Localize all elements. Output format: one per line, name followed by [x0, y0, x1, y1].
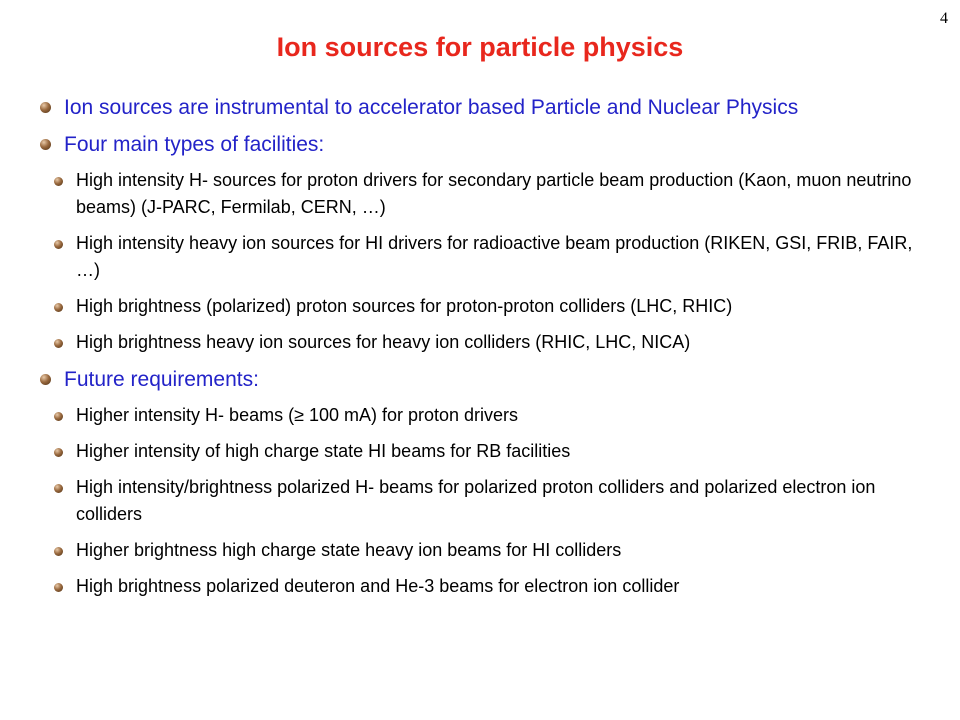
bullet-item-facilities	[38, 130, 918, 159]
sub-bullet-text: High intensity H- sources for proton drivers for secondary particle beam production (Kaon, muon neutrino beams) (J-PARC, Fermilab, CERN, …)	[76, 170, 912, 217]
sub-bullet-item	[50, 438, 918, 465]
bronze-sphere-bullet-icon	[54, 339, 63, 348]
bronze-sphere-bullet-icon	[54, 484, 63, 493]
sub-bullet-item	[50, 167, 918, 221]
sub-bullet-text: High brightness (polarized) proton sources for proton-proton colliders (LHC, RHIC)	[76, 296, 733, 316]
sub-bullet-text: Higher brightness high charge state heavy ion beams for HI colliders	[76, 540, 622, 560]
page-number: 4	[940, 10, 948, 27]
sub-bullet-item	[50, 402, 918, 429]
bronze-sphere-bullet-icon	[54, 303, 63, 312]
slide-title: Ion sources for particle physics	[276, 32, 684, 62]
bronze-sphere-bullet-icon	[54, 240, 63, 249]
sub-bullet-item	[50, 293, 918, 320]
bronze-sphere-bullet-icon	[54, 177, 63, 186]
sub-bullet-text: High brightness polarized deuteron and He-3 beams for electron ion collider	[76, 576, 680, 596]
sub-bullet-item	[50, 474, 918, 528]
bronze-sphere-bullet-icon	[54, 448, 63, 457]
bronze-sphere-bullet-icon	[40, 139, 51, 150]
sub-bullet-item	[50, 329, 918, 356]
sub-bullet-text: High intensity/brightness polarized H- beams for polarized proton colliders and polarized electron ion colliders	[76, 477, 876, 524]
bullet-list	[38, 93, 918, 609]
bullet-text: Future requirements:	[64, 368, 259, 391]
sub-bullet-text: High intensity heavy ion sources for HI drivers for radioactive beam production (RIKEN, GSI, FRIB, FAIR, …)	[76, 233, 913, 280]
sub-bullet-text: Higher intensity of high charge state HI beams for RB facilities	[76, 441, 571, 461]
bullet-item-future	[38, 365, 918, 394]
bronze-sphere-bullet-icon	[54, 547, 63, 556]
bullet-item-instrumental	[38, 93, 918, 122]
bronze-sphere-bullet-icon	[40, 374, 51, 385]
sub-bullet-text: Higher intensity H- beams (≥ 100 mA) for proton drivers	[76, 405, 519, 425]
sub-bullet-text: High brightness heavy ion sources for heavy ion colliders (RHIC, LHC, NICA)	[76, 332, 691, 352]
bullet-text: Four main types of facilities:	[64, 133, 325, 156]
sub-bullet-item	[50, 230, 918, 284]
bullet-text: Ion sources are instrumental to accelerator based Particle and Nuclear Physics	[64, 96, 799, 119]
bronze-sphere-bullet-icon	[54, 412, 63, 421]
sub-bullet-item	[50, 537, 918, 564]
bronze-sphere-bullet-icon	[40, 102, 51, 113]
sub-bullet-item	[50, 573, 918, 600]
bronze-sphere-bullet-icon	[54, 583, 63, 592]
